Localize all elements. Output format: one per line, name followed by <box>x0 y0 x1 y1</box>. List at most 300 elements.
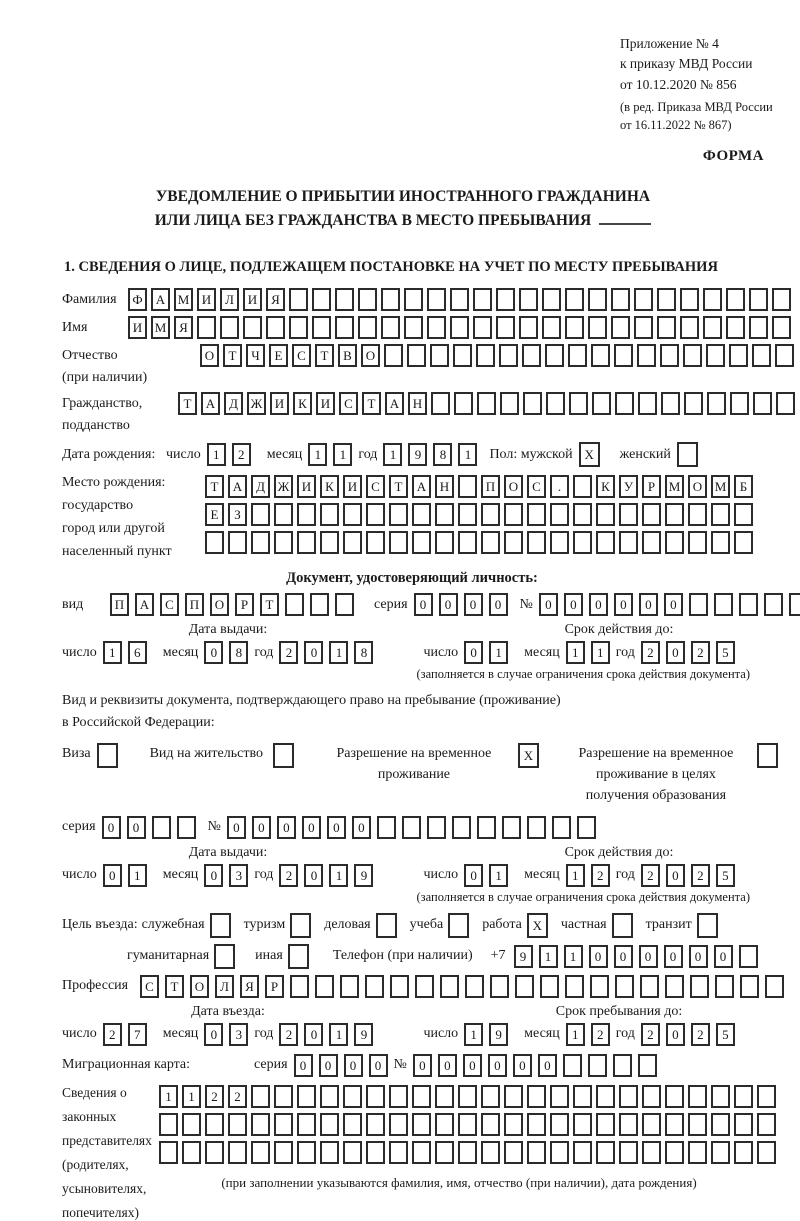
char-box[interactable] <box>776 392 795 415</box>
char-box[interactable] <box>588 316 607 339</box>
char-box[interactable] <box>454 392 473 415</box>
char-box[interactable] <box>661 392 680 415</box>
char-box[interactable]: 0 <box>204 1023 223 1046</box>
char-box[interactable]: 0 <box>252 816 271 839</box>
char-box[interactable] <box>412 1085 431 1108</box>
char-box[interactable]: 0 <box>614 593 633 616</box>
char-box[interactable]: 0 <box>489 593 508 616</box>
char-box[interactable] <box>552 816 571 839</box>
char-box[interactable]: И <box>297 475 316 498</box>
char-box[interactable] <box>376 913 397 938</box>
char-box[interactable] <box>730 392 749 415</box>
char-box[interactable] <box>450 316 469 339</box>
char-box[interactable] <box>596 1141 615 1164</box>
char-box[interactable] <box>228 1141 247 1164</box>
char-box[interactable] <box>381 316 400 339</box>
char-box[interactable]: О <box>200 344 219 367</box>
char-box[interactable] <box>596 1113 615 1136</box>
char-box[interactable] <box>715 975 734 998</box>
char-box[interactable] <box>343 1113 362 1136</box>
char-box[interactable]: 1 <box>564 945 583 968</box>
char-box[interactable] <box>550 1085 569 1108</box>
char-box[interactable]: X <box>527 913 548 938</box>
char-box[interactable] <box>377 816 396 839</box>
char-box[interactable] <box>458 1113 477 1136</box>
char-box[interactable]: 0 <box>488 1054 507 1077</box>
char-box[interactable]: 1 <box>489 641 508 664</box>
char-box[interactable] <box>527 1085 546 1108</box>
char-box[interactable] <box>450 288 469 311</box>
char-box[interactable] <box>563 1054 582 1077</box>
char-box[interactable] <box>677 442 698 467</box>
char-box[interactable]: И <box>343 475 362 498</box>
char-box[interactable]: 1 <box>207 443 226 466</box>
char-box[interactable] <box>740 975 759 998</box>
char-box[interactable] <box>205 531 224 554</box>
char-box[interactable] <box>320 503 339 526</box>
char-box[interactable] <box>500 392 519 415</box>
char-box[interactable]: 0 <box>589 593 608 616</box>
char-box[interactable] <box>522 344 541 367</box>
char-box[interactable] <box>540 975 559 998</box>
char-box[interactable] <box>473 288 492 311</box>
char-box[interactable] <box>504 503 523 526</box>
char-box[interactable] <box>448 913 469 938</box>
char-box[interactable] <box>458 1141 477 1164</box>
char-box[interactable] <box>340 975 359 998</box>
char-box[interactable] <box>220 316 239 339</box>
char-box[interactable] <box>335 316 354 339</box>
char-box[interactable]: 0 <box>327 816 346 839</box>
char-box[interactable]: 0 <box>564 593 583 616</box>
char-box[interactable]: 2 <box>103 1023 122 1046</box>
char-box[interactable] <box>251 503 270 526</box>
char-box[interactable] <box>619 1085 638 1108</box>
char-box[interactable] <box>577 816 596 839</box>
char-box[interactable]: 0 <box>344 1054 363 1077</box>
char-box[interactable] <box>297 1085 316 1108</box>
char-box[interactable] <box>734 1085 753 1108</box>
char-box[interactable]: 2 <box>641 1023 660 1046</box>
char-box[interactable]: 1 <box>103 641 122 664</box>
char-box[interactable] <box>592 392 611 415</box>
char-box[interactable]: X <box>518 743 539 768</box>
char-box[interactable] <box>477 392 496 415</box>
char-box[interactable]: 5 <box>716 641 735 664</box>
char-box[interactable] <box>565 316 584 339</box>
char-box[interactable] <box>752 344 771 367</box>
char-box[interactable] <box>729 344 748 367</box>
char-box[interactable] <box>214 944 235 969</box>
char-box[interactable] <box>757 1085 776 1108</box>
char-box[interactable]: 5 <box>716 1023 735 1046</box>
char-box[interactable] <box>573 1085 592 1108</box>
char-box[interactable]: 0 <box>414 593 433 616</box>
char-box[interactable]: 1 <box>333 443 352 466</box>
char-box[interactable]: 0 <box>302 816 321 839</box>
char-box[interactable] <box>542 288 561 311</box>
char-box[interactable] <box>611 288 630 311</box>
char-box[interactable]: 3 <box>229 864 248 887</box>
char-box[interactable] <box>274 503 293 526</box>
char-box[interactable] <box>638 392 657 415</box>
char-box[interactable] <box>273 743 294 768</box>
char-box[interactable]: 0 <box>103 864 122 887</box>
char-box[interactable] <box>665 503 684 526</box>
char-box[interactable] <box>688 1113 707 1136</box>
char-box[interactable]: 1 <box>464 1023 483 1046</box>
char-box[interactable] <box>619 1141 638 1164</box>
char-box[interactable] <box>703 288 722 311</box>
char-box[interactable] <box>764 593 783 616</box>
char-box[interactable]: Т <box>223 344 242 367</box>
char-box[interactable] <box>182 1141 201 1164</box>
char-box[interactable]: 2 <box>691 1023 710 1046</box>
char-box[interactable]: И <box>243 288 262 311</box>
char-box[interactable] <box>335 288 354 311</box>
char-box[interactable] <box>757 1113 776 1136</box>
char-box[interactable] <box>765 975 784 998</box>
char-box[interactable] <box>496 288 515 311</box>
char-box[interactable]: И <box>197 288 216 311</box>
char-box[interactable]: 1 <box>308 443 327 466</box>
char-box[interactable] <box>335 593 354 616</box>
char-box[interactable] <box>431 392 450 415</box>
char-box[interactable]: 0 <box>304 1023 323 1046</box>
char-box[interactable] <box>389 1113 408 1136</box>
char-box[interactable]: 2 <box>228 1085 247 1108</box>
char-box[interactable] <box>573 531 592 554</box>
char-box[interactable]: 0 <box>614 945 633 968</box>
char-box[interactable] <box>707 392 726 415</box>
char-box[interactable] <box>504 1113 523 1136</box>
char-box[interactable]: 3 <box>229 1023 248 1046</box>
char-box[interactable] <box>481 1085 500 1108</box>
char-box[interactable]: 0 <box>513 1054 532 1077</box>
char-box[interactable] <box>550 1113 569 1136</box>
char-box[interactable]: С <box>160 593 179 616</box>
char-box[interactable] <box>711 1141 730 1164</box>
char-box[interactable] <box>726 316 745 339</box>
char-box[interactable] <box>366 1113 385 1136</box>
char-box[interactable] <box>565 975 584 998</box>
char-box[interactable] <box>274 1113 293 1136</box>
char-box[interactable] <box>159 1141 178 1164</box>
char-box[interactable] <box>435 1113 454 1136</box>
char-box[interactable]: 0 <box>589 945 608 968</box>
char-box[interactable] <box>343 503 362 526</box>
char-box[interactable] <box>435 1085 454 1108</box>
char-box[interactable] <box>440 975 459 998</box>
char-box[interactable]: Т <box>178 392 197 415</box>
char-box[interactable]: П <box>481 475 500 498</box>
char-box[interactable] <box>573 503 592 526</box>
char-box[interactable]: Н <box>408 392 427 415</box>
char-box[interactable] <box>642 531 661 554</box>
char-box[interactable]: И <box>270 392 289 415</box>
char-box[interactable]: 2 <box>279 641 298 664</box>
char-box[interactable]: Р <box>235 593 254 616</box>
char-box[interactable] <box>665 1141 684 1164</box>
char-box[interactable] <box>688 503 707 526</box>
char-box[interactable] <box>619 531 638 554</box>
char-box[interactable] <box>366 503 385 526</box>
char-box[interactable] <box>343 1141 362 1164</box>
char-box[interactable] <box>496 316 515 339</box>
char-box[interactable] <box>384 344 403 367</box>
char-box[interactable] <box>753 392 772 415</box>
char-box[interactable]: 9 <box>354 1023 373 1046</box>
char-box[interactable] <box>366 531 385 554</box>
char-box[interactable] <box>523 392 542 415</box>
char-box[interactable] <box>310 593 329 616</box>
char-box[interactable] <box>210 913 231 938</box>
char-box[interactable] <box>481 531 500 554</box>
char-box[interactable]: С <box>527 475 546 498</box>
char-box[interactable]: Ф <box>128 288 147 311</box>
char-box[interactable] <box>734 1141 753 1164</box>
char-box[interactable] <box>640 975 659 998</box>
char-box[interactable] <box>285 593 304 616</box>
char-box[interactable]: У <box>619 475 638 498</box>
char-box[interactable] <box>749 316 768 339</box>
char-box[interactable] <box>251 1085 270 1108</box>
char-box[interactable]: 9 <box>408 443 427 466</box>
char-box[interactable]: 1 <box>329 864 348 887</box>
char-box[interactable] <box>366 1141 385 1164</box>
char-box[interactable] <box>569 392 588 415</box>
char-box[interactable] <box>412 1141 431 1164</box>
char-box[interactable] <box>615 392 634 415</box>
char-box[interactable] <box>435 503 454 526</box>
char-box[interactable] <box>465 975 484 998</box>
char-box[interactable]: 1 <box>566 1023 585 1046</box>
char-box[interactable]: 1 <box>489 864 508 887</box>
char-box[interactable]: Ж <box>247 392 266 415</box>
char-box[interactable] <box>289 288 308 311</box>
char-box[interactable] <box>519 316 538 339</box>
char-box[interactable] <box>637 344 656 367</box>
char-box[interactable]: С <box>366 475 385 498</box>
char-box[interactable] <box>590 975 609 998</box>
char-box[interactable]: 9 <box>514 945 533 968</box>
char-box[interactable]: 5 <box>716 864 735 887</box>
char-box[interactable] <box>288 944 309 969</box>
char-box[interactable]: 0 <box>664 945 683 968</box>
char-box[interactable] <box>642 503 661 526</box>
char-box[interactable] <box>588 1054 607 1077</box>
char-box[interactable]: 0 <box>227 816 246 839</box>
char-box[interactable] <box>412 1113 431 1136</box>
char-box[interactable] <box>381 288 400 311</box>
char-box[interactable] <box>527 1141 546 1164</box>
char-box[interactable] <box>297 1113 316 1136</box>
char-box[interactable]: Т <box>260 593 279 616</box>
char-box[interactable] <box>684 392 703 415</box>
char-box[interactable]: 0 <box>319 1054 338 1077</box>
char-box[interactable]: 2 <box>279 864 298 887</box>
char-box[interactable]: . <box>550 475 569 498</box>
char-box[interactable] <box>665 1085 684 1108</box>
char-box[interactable]: 0 <box>204 864 223 887</box>
char-box[interactable]: А <box>385 392 404 415</box>
char-box[interactable] <box>519 288 538 311</box>
char-box[interactable] <box>504 1085 523 1108</box>
char-box[interactable]: И <box>316 392 335 415</box>
char-box[interactable] <box>453 344 472 367</box>
char-box[interactable] <box>683 344 702 367</box>
char-box[interactable]: 0 <box>464 593 483 616</box>
char-box[interactable]: 8 <box>354 641 373 664</box>
char-box[interactable] <box>365 975 384 998</box>
char-box[interactable] <box>711 1085 730 1108</box>
char-box[interactable] <box>634 316 653 339</box>
char-box[interactable] <box>274 1085 293 1108</box>
char-box[interactable]: 2 <box>691 641 710 664</box>
char-box[interactable] <box>527 531 546 554</box>
char-box[interactable]: П <box>110 593 129 616</box>
char-box[interactable]: А <box>201 392 220 415</box>
char-box[interactable] <box>274 531 293 554</box>
char-box[interactable]: С <box>140 975 159 998</box>
char-box[interactable] <box>734 503 753 526</box>
char-box[interactable] <box>614 344 633 367</box>
char-box[interactable]: 1 <box>566 864 585 887</box>
char-box[interactable] <box>504 1141 523 1164</box>
char-box[interactable] <box>389 503 408 526</box>
char-box[interactable] <box>452 816 471 839</box>
char-box[interactable]: З <box>228 503 247 526</box>
char-box[interactable]: 0 <box>102 816 121 839</box>
char-box[interactable]: 1 <box>159 1085 178 1108</box>
char-box[interactable]: И <box>128 316 147 339</box>
char-box[interactable] <box>634 288 653 311</box>
char-box[interactable] <box>312 288 331 311</box>
char-box[interactable] <box>297 531 316 554</box>
char-box[interactable]: М <box>174 288 193 311</box>
char-box[interactable] <box>415 975 434 998</box>
char-box[interactable]: Ч <box>246 344 265 367</box>
char-box[interactable]: 2 <box>691 864 710 887</box>
char-box[interactable] <box>297 1141 316 1164</box>
char-box[interactable] <box>527 503 546 526</box>
char-box[interactable]: 0 <box>463 1054 482 1077</box>
char-box[interactable] <box>515 975 534 998</box>
char-box[interactable] <box>274 1141 293 1164</box>
char-box[interactable] <box>680 316 699 339</box>
char-box[interactable]: В <box>338 344 357 367</box>
char-box[interactable] <box>458 475 477 498</box>
char-box[interactable] <box>390 975 409 998</box>
char-box[interactable] <box>477 816 496 839</box>
char-box[interactable]: 0 <box>277 816 296 839</box>
char-box[interactable] <box>427 816 446 839</box>
char-box[interactable]: 6 <box>128 641 147 664</box>
char-box[interactable] <box>642 1141 661 1164</box>
char-box[interactable] <box>711 503 730 526</box>
char-box[interactable]: Т <box>389 475 408 498</box>
char-box[interactable]: Л <box>215 975 234 998</box>
char-box[interactable] <box>320 531 339 554</box>
char-box[interactable]: 8 <box>433 443 452 466</box>
char-box[interactable] <box>550 531 569 554</box>
char-box[interactable] <box>619 1113 638 1136</box>
char-box[interactable] <box>619 503 638 526</box>
char-box[interactable] <box>714 593 733 616</box>
char-box[interactable]: Д <box>251 475 270 498</box>
char-box[interactable]: Ж <box>274 475 293 498</box>
char-box[interactable] <box>734 1113 753 1136</box>
char-box[interactable] <box>404 288 423 311</box>
char-box[interactable] <box>550 1141 569 1164</box>
char-box[interactable]: Р <box>642 475 661 498</box>
char-box[interactable] <box>251 531 270 554</box>
char-box[interactable] <box>427 288 446 311</box>
char-box[interactable] <box>711 531 730 554</box>
char-box[interactable] <box>251 1113 270 1136</box>
char-box[interactable]: О <box>361 344 380 367</box>
char-box[interactable] <box>290 975 309 998</box>
char-box[interactable] <box>565 288 584 311</box>
char-box[interactable]: 0 <box>714 945 733 968</box>
char-box[interactable] <box>757 1141 776 1164</box>
char-box[interactable]: Т <box>315 344 334 367</box>
char-box[interactable]: 2 <box>591 1023 610 1046</box>
char-box[interactable] <box>611 316 630 339</box>
char-box[interactable]: Н <box>435 475 454 498</box>
char-box[interactable] <box>435 1141 454 1164</box>
char-box[interactable] <box>320 1141 339 1164</box>
char-box[interactable] <box>97 743 118 768</box>
char-box[interactable] <box>389 1085 408 1108</box>
char-box[interactable] <box>315 975 334 998</box>
char-box[interactable] <box>243 316 262 339</box>
char-box[interactable] <box>697 913 718 938</box>
char-box[interactable] <box>757 743 778 768</box>
char-box[interactable]: X <box>579 442 600 467</box>
char-box[interactable]: 0 <box>538 1054 557 1077</box>
char-box[interactable] <box>546 392 565 415</box>
char-box[interactable] <box>490 975 509 998</box>
char-box[interactable] <box>343 531 362 554</box>
char-box[interactable]: 9 <box>489 1023 508 1046</box>
char-box[interactable]: 9 <box>354 864 373 887</box>
char-box[interactable] <box>550 503 569 526</box>
char-box[interactable] <box>688 531 707 554</box>
char-box[interactable]: М <box>665 475 684 498</box>
char-box[interactable]: О <box>190 975 209 998</box>
char-box[interactable]: А <box>151 288 170 311</box>
char-box[interactable] <box>502 816 521 839</box>
char-box[interactable] <box>613 1054 632 1077</box>
char-box[interactable]: 2 <box>591 864 610 887</box>
char-box[interactable]: 0 <box>666 1023 685 1046</box>
char-box[interactable]: К <box>320 475 339 498</box>
char-box[interactable]: 0 <box>439 593 458 616</box>
char-box[interactable] <box>476 344 495 367</box>
char-box[interactable]: 2 <box>205 1085 224 1108</box>
char-box[interactable] <box>527 816 546 839</box>
char-box[interactable] <box>289 316 308 339</box>
char-box[interactable]: 0 <box>438 1054 457 1077</box>
char-box[interactable]: Е <box>269 344 288 367</box>
char-box[interactable]: 0 <box>639 945 658 968</box>
char-box[interactable] <box>657 288 676 311</box>
char-box[interactable]: Е <box>205 503 224 526</box>
char-box[interactable]: 0 <box>369 1054 388 1077</box>
char-box[interactable]: 1 <box>566 641 585 664</box>
char-box[interactable] <box>568 344 587 367</box>
